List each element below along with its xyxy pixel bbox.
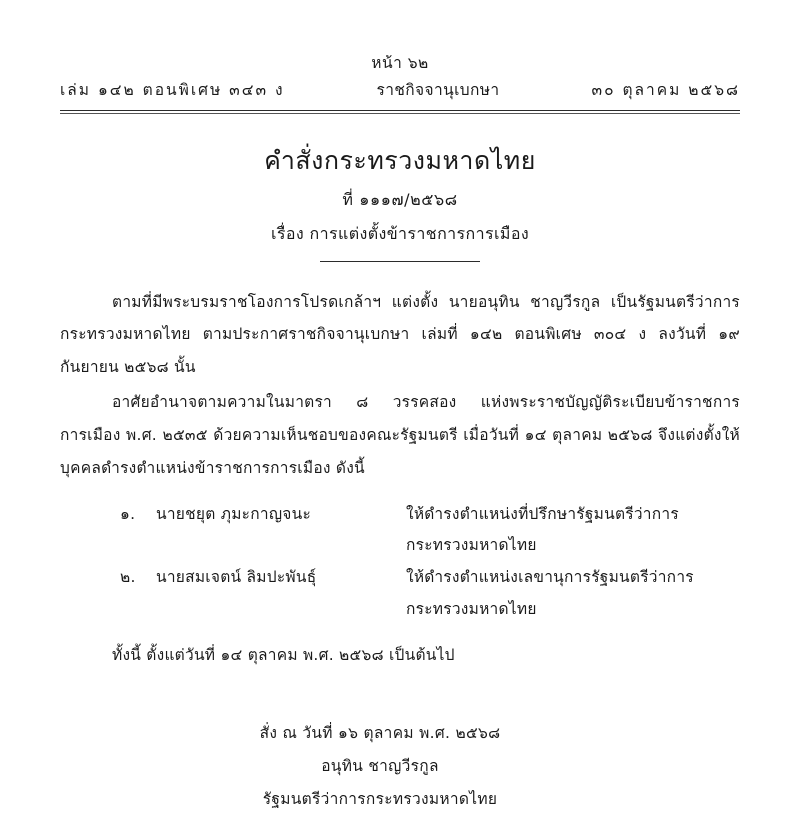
closing-statement: ทั้งนี้ ตั้งแต่วันที่ ๑๔ ตุลาคม พ.ศ. ๒๕๖๘ เป็นต้นไป (112, 645, 455, 664)
document-subject: เรื่อง การแต่งตั้งข้าราชการการเมือง (270, 223, 530, 243)
order-date: สั่ง ณ วันที่ ๑๖ ตุลาคม พ.ศ. ๒๕๖๘ (259, 724, 501, 743)
appointment-position: ให้ดำรงตำแหน่งที่ปรึกษารัฐมนตรีว่าการ (406, 504, 679, 523)
body-paragraph-1: ตามที่มีพระบรมราชโองการโปรดเกล้าฯ แต่งตั้ง นายอนุทิน ชาญวีรกูล เป็นรัฐมนตรีว่าการกระทรวงมหาดไทย ตามประกาศราชกิจจานุเบกษา เล่มที่ ๑๔๒ ตอนพิเศษ ๓๐๔ ง ลงวันที่ ๑๙ กันยายน ๒๕๖๘ นั้น (60, 292, 740, 377)
document-number: ที่ ๑๑๑๗/๒๕๖๘ (342, 189, 458, 209)
header-row (60, 77, 740, 102)
header-divider-secondary (60, 113, 740, 114)
appointment-number: ๒. (120, 568, 136, 587)
document-body (60, 286, 740, 485)
signer-title: รัฐมนตรีว่าการกระทรวงมหาดไทย (262, 789, 498, 808)
document-title: คำสั่งกระทรวงมหาดไทย (264, 146, 536, 175)
appointment-position-continued: กระทรวงมหาดไทย (406, 536, 537, 555)
appointment-name: นายชยุต ภุมะกาญจนะ (156, 504, 312, 523)
body-paragraph-2: อาศัยอำนาจตามความในมาตรา ๘ วรรคสอง แห่งพระราชบัญญัติระเบียบข้าราชการการเมือง พ.ศ. ๒๕๓๕ ด้วยความเห็นชอบของคณะรัฐมนตรี เมื่อวันที่ ๑๔ ตุลาคม ๒๕๖๘ จึงแต่งตั้งให้บุคคลดำรงตำแหน่งข้าราชการการเมือง ดังนี้ (60, 393, 740, 477)
page-header (60, 52, 740, 112)
volume-info: เล่ม ๑๔๒ ตอนพิเศษ ๓๔๓ ง (60, 81, 285, 100)
publication-date: ๓๐ ตุลาคม ๒๕๖๘ (591, 81, 740, 100)
appointment-name: นายสมเจตน์ ลิมปะพันธุ์ (156, 568, 317, 587)
page-number-label: หน้า ๖๒ (371, 54, 429, 72)
gazette-name: ราชกิจจานุเบกษา (376, 81, 500, 100)
title-block (60, 142, 740, 262)
appointment-position-continued: กระทรวงมหาดไทย (406, 599, 537, 618)
appointment-number: ๑. (120, 504, 136, 523)
header-divider (60, 110, 740, 111)
list-item (60, 562, 740, 594)
signer-name: อนุทิน ชาญวีรกูล (321, 757, 439, 776)
appointment-position: ให้ดำรงตำแหน่งเลขานุการรัฐมนตรีว่าการ (406, 568, 694, 587)
signature-block (60, 717, 740, 815)
appointment-list (60, 499, 740, 626)
title-divider (320, 261, 480, 262)
list-item (60, 499, 740, 531)
